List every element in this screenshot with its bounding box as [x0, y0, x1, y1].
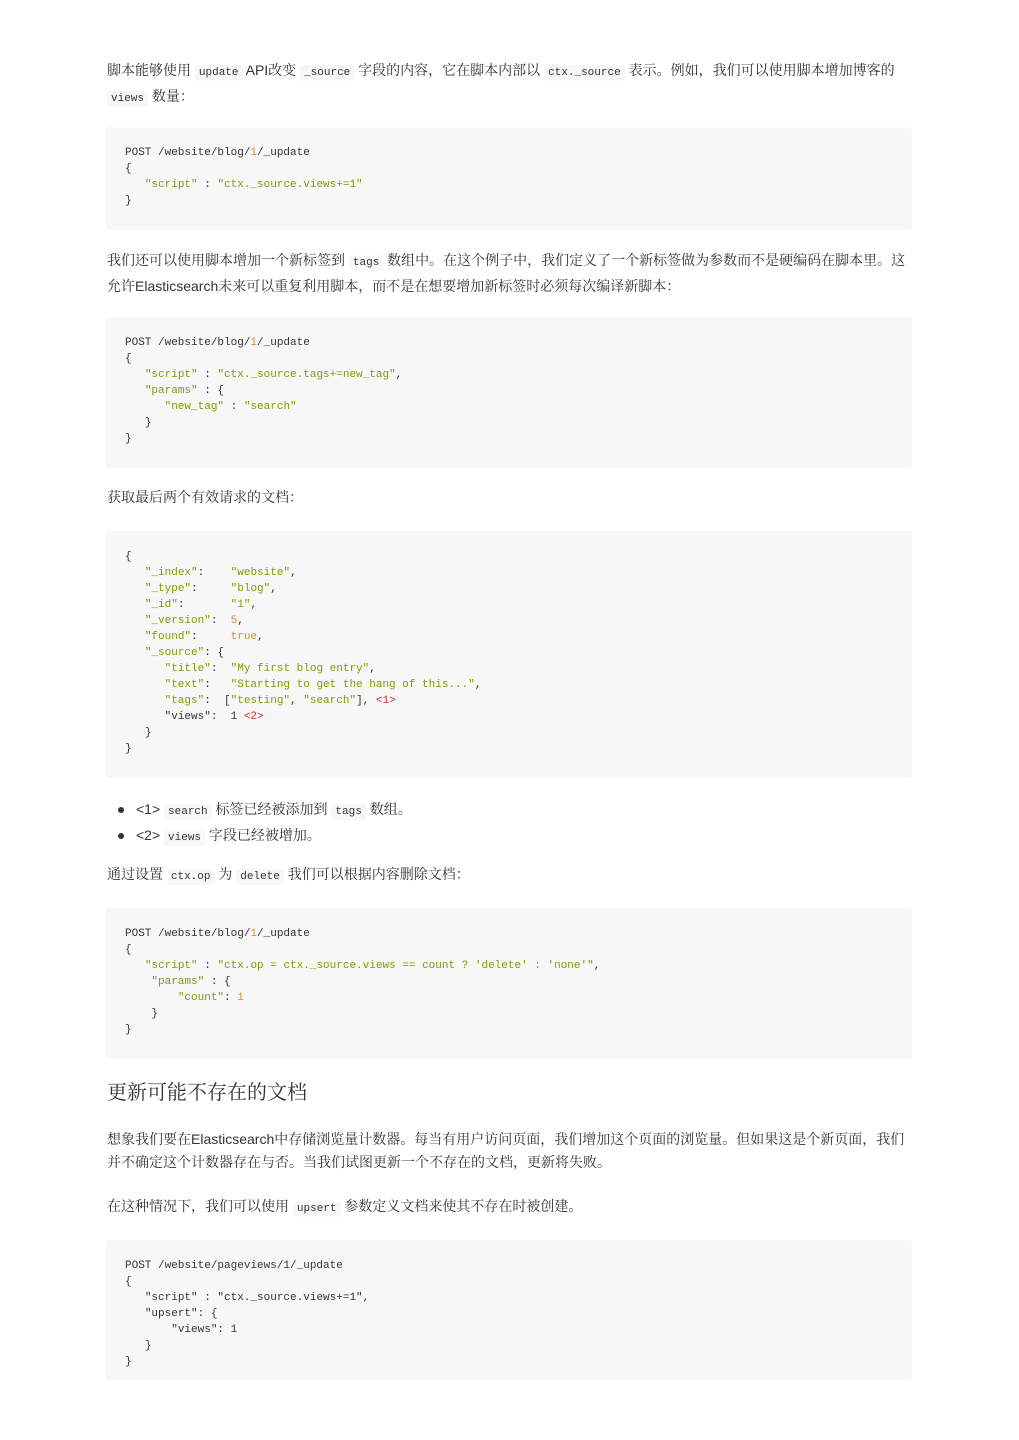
inline-code: views: [107, 91, 148, 107]
callout-list: [107, 798, 412, 850]
inline-code: search: [164, 804, 212, 820]
inline-code: update: [195, 65, 243, 81]
callout-2: <2>: [243, 711, 264, 723]
code-block-document-response: { "_index": "website", "_type": "blog", "_id": "1", "_version": 5, "found": true, "_source": { "title": "My first blog entry", "text": "Starting to get the hang of this...", "tags": ["testing", "search"], <1> "views": 1 <2> } }: [106, 531, 912, 778]
list-item: <2> views 字段已经被增加。: [107, 824, 412, 850]
inline-code: _source: [300, 65, 354, 81]
paragraph-delete-intro: 通过设置 ctx.op 为 delete 我们可以根据内容删除文档：: [107, 866, 470, 883]
inline-code: delete: [236, 869, 284, 885]
inline-code: tags: [331, 804, 365, 820]
code-block-update-views: POST /website/blog/1/_update { "script" : "ctx._source.views+=1" }: [106, 127, 912, 230]
code-block-delete-op: POST /website/blog/1/_update { "script" : "ctx.op = ctx._source.views == count ? 'delete' : 'none'", "params" : { "count": 1 } }: [106, 908, 912, 1059]
paragraph-update-intro: 脚本能够使用 update API改变 _source 字段的内容，它在脚本内部以 ctx._source 表示。例如，我们可以使用脚本增加博客的 views 数量：: [107, 62, 895, 105]
inline-code: ctx._source: [544, 65, 625, 81]
inline-code: ctx.op: [167, 869, 215, 885]
paragraph-get-doc: 获取最后两个有效请求的文档：: [107, 489, 303, 505]
inline-code: views: [164, 830, 205, 846]
code-block-upsert: POST /website/pageviews/1/_update { "script" : "ctx._source.views+=1", "upsert": { "views": 1 } }: [106, 1240, 912, 1380]
callout-1: <1>: [375, 695, 396, 707]
inline-code: upsert: [293, 1201, 341, 1217]
inline-code: tags: [349, 255, 383, 271]
paragraph-counter-intro: 想象我们要在Elasticsearch中存储浏览量计数器。每当有用户访问页面，我们增加这个页面的浏览量。但如果这是个新页面，我们并不确定这个计数器存在与否。当我们试图更新一个不存在的文档，更新将失败。: [107, 1131, 905, 1170]
paragraph-tags-intro: 我们还可以使用脚本增加一个新标签到 tags 数组中。在这个例子中，我们定义了一个新标签做为参数而不是硬编码在脚本里。这允许Elasticsearch未来可以重复利用脚本，而不是在想要增加新标签时必须每次编译新脚本：: [107, 252, 906, 294]
list-item: <1> search 标签已经被添加到 tags 数组。: [107, 798, 412, 824]
section-heading: 更新可能不存在的文档: [107, 1082, 307, 1104]
paragraph-upsert-intro: 在这种情况下，我们可以使用 upsert 参数定义文档来使其不存在时被创建。: [107, 1198, 583, 1215]
code-block-update-tags: POST /website/blog/1/_update { "script" : "ctx._source.tags+=new_tag", "params" : { "new_tag" : "search" } }: [106, 317, 912, 468]
